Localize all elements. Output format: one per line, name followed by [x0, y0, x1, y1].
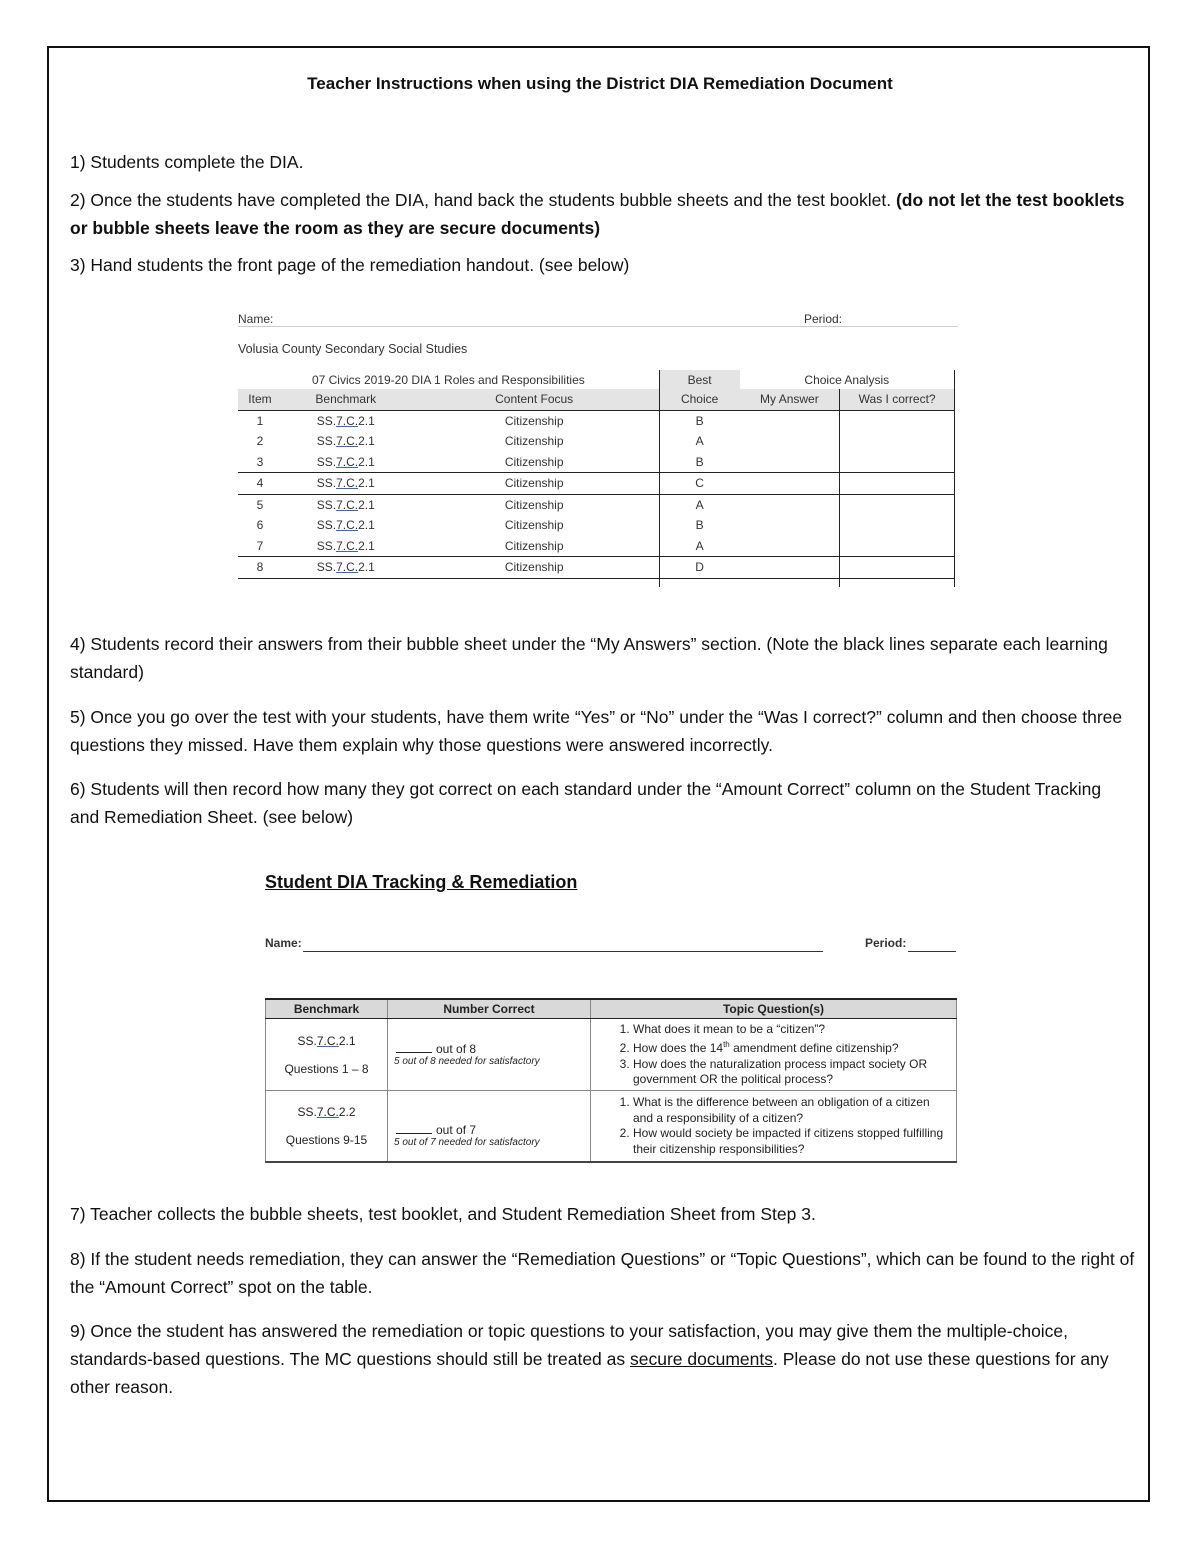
row-best: B — [659, 515, 739, 536]
step-7: 7) Teacher collects the bubble sheets, test booklet, and Student Remediation Sheet from Step 3. — [70, 1204, 816, 1224]
row-item: 1 — [256, 413, 264, 428]
handout-table — [238, 370, 955, 587]
topic-question: 1. What does it mean to be a “citizen”? — [633, 1022, 952, 1038]
topic-question: 2. How does the 14th amendment define citizenship? — [633, 1037, 952, 1057]
row-my-answer[interactable] — [740, 473, 840, 495]
tracking-benchmark-cell — [266, 1019, 388, 1091]
tracking-note: 5 out of 7 needed for satisfactory — [394, 1136, 540, 1148]
row-was-correct[interactable] — [840, 557, 955, 579]
row-best: A — [659, 494, 739, 515]
step-2-bold-note: (do not let the test booklets or bubble sheets leave the room as they are secure documents) — [70, 190, 1125, 238]
tracking-questions-range: Questions 9-15 — [285, 1133, 368, 1147]
row-was-correct[interactable] — [840, 494, 955, 515]
row-best: A — [659, 536, 739, 557]
step-1: 1) Students complete the DIA. — [70, 152, 304, 172]
tracking-figure — [265, 870, 960, 1162]
col-benchmark: Benchmark — [266, 999, 388, 1019]
row-best: A — [659, 431, 739, 452]
row-best: B — [659, 410, 739, 431]
step-3: 3) Hand students the front page of the remediation handout. (see below) — [70, 255, 630, 275]
topic-question: 3. How does the naturalization process impact society OR government OR the political process? — [633, 1057, 952, 1088]
handout-best-label: Best — [659, 370, 739, 389]
row-benchmark: SS.7.C.2.1 — [282, 536, 410, 557]
amount-correct-blank[interactable] — [396, 1133, 432, 1134]
row-benchmark: SS.7.C.2.1 — [282, 452, 410, 473]
handout-row — [238, 494, 955, 515]
row-was-correct[interactable] — [840, 536, 955, 557]
step-8: 8) If the student needs remediation, they can answer the “Remediation Questions” or “Topic Questions”, which can be found to the right of the “Amount Correct” spot on the table. — [70, 1249, 1135, 1297]
row-item: 2 — [256, 434, 264, 449]
row-was-correct[interactable] — [840, 515, 955, 536]
handout-name-line — [238, 312, 958, 327]
tracking-out-of: out of 8 — [436, 1042, 477, 1056]
row-focus: Citizenship — [410, 473, 660, 495]
row-focus: Citizenship — [410, 452, 660, 473]
row-item: 6 — [256, 518, 264, 533]
tracking-row — [266, 1091, 957, 1163]
step-4: 4) Students record their answers from their bubble sheet under the “My Answers” section. (Note the black lines separate each learning standard) — [70, 634, 1108, 682]
col-content-focus: Content Focus — [410, 389, 660, 410]
row-focus: Citizenship — [504, 413, 564, 428]
topic-question: 2. How would society be impacted if citizens stopped fulfilling their citizenship responsibilities? — [633, 1126, 952, 1157]
row-focus: Citizenship — [410, 557, 660, 579]
tracking-topic-cell — [591, 1091, 957, 1163]
step-2 — [70, 186, 1135, 242]
col-my-answer: My Answer — [740, 389, 840, 410]
row-was-correct[interactable] — [840, 431, 955, 452]
tracking-name-label: Name: — [265, 936, 302, 950]
handout-county: Volusia County Secondary Social Studies — [238, 342, 468, 356]
col-item: Item — [238, 389, 282, 410]
step-9-text: 9) Once the student has answered the remediation or topic questions to your satisfaction, you may give them the multiple-choice, standards-based questions. The MC questions should still be treated as — [70, 1321, 1069, 1369]
amount-correct-blank[interactable] — [396, 1052, 432, 1053]
handout-test-title: 07 Civics 2019-20 DIA 1 Roles and Responsibilities — [311, 372, 585, 387]
handout-row — [238, 473, 955, 495]
row-focus: Citizenship — [504, 518, 564, 533]
row-benchmark: SS.7.C.2.1 — [282, 473, 410, 495]
tracking-note: 5 out of 8 needed for satisfactory — [394, 1056, 540, 1067]
row-my-answer[interactable] — [740, 431, 840, 452]
handout-row — [238, 515, 955, 536]
row-benchmark: SS.7.C.2.1 — [316, 518, 375, 533]
handout-row — [238, 431, 955, 452]
handout-analysis-label: Choice Analysis — [740, 370, 955, 389]
row-my-answer[interactable] — [740, 515, 840, 536]
row-focus: Citizenship — [504, 497, 564, 512]
row-my-answer[interactable] — [740, 557, 840, 579]
row-item: 4 — [238, 473, 282, 495]
row-was-correct[interactable] — [840, 473, 955, 495]
row-my-answer[interactable] — [740, 536, 840, 557]
row-item: 5 — [256, 497, 264, 512]
step-9 — [70, 1317, 1135, 1401]
tracking-name-line[interactable] — [303, 951, 823, 952]
page-title: Teacher Instructions when using the District DIA Remediation Document — [307, 74, 893, 93]
step-6: 6) Students will then record how many they got correct on each standard under the “Amount Correct” column on the Student Tracking and Remediation Sheet. (see below) — [70, 779, 1102, 827]
tracking-questions-range: Questions 1 – 8 — [284, 1061, 369, 1076]
row-my-answer[interactable] — [740, 494, 840, 515]
row-was-correct[interactable] — [840, 452, 955, 473]
handout-figure — [238, 306, 958, 588]
step-9-text-end: . Please do not use these questions for any other reason. — [70, 1349, 1109, 1397]
col-best-choice: Choice — [659, 389, 739, 410]
row-benchmark: SS.7.C.2.1 — [316, 434, 375, 449]
row-benchmark: SS.7.C.2.1 — [316, 497, 375, 512]
row-best: B — [659, 452, 739, 473]
tracking-topic-cell — [591, 1019, 957, 1091]
row-best: D — [659, 557, 739, 579]
secure-documents-text: secure documents — [630, 1349, 773, 1369]
row-focus: Citizenship — [504, 434, 564, 449]
tracking-benchmark-cell — [266, 1091, 388, 1163]
row-item: 7 — [238, 536, 282, 557]
tracking-out-of: out of 7 — [436, 1122, 477, 1137]
handout-row — [238, 452, 955, 473]
row-benchmark: SS.7.C.2.1 — [282, 557, 410, 579]
tracking-benchmark: SS.7.C.2.1 — [297, 1033, 356, 1048]
tracking-period-label: Period: — [865, 936, 907, 950]
col-benchmark: Benchmark — [282, 389, 410, 410]
col-number-correct: Number Correct — [388, 999, 591, 1019]
row-item: 8 — [238, 557, 282, 579]
col-topic-questions: Topic Question(s) — [591, 999, 957, 1019]
row-best: C — [659, 473, 739, 495]
step-2-text: 2) Once the students have completed the DIA, hand back the students bubble sheets and the test booklet. — [70, 190, 896, 210]
tracking-row — [266, 1019, 957, 1091]
row-focus: Citizenship — [410, 536, 660, 557]
handout-name-label: Name: — [238, 312, 274, 326]
handout-period-label: Period: — [804, 312, 843, 326]
tracking-period-line[interactable] — [908, 951, 956, 952]
step-5: 5) Once you go over the test with your students, have them write “Yes” or “No” under the “Was I correct?” column and then choose three questions they missed. Have them explain why those questions were answered incorrectly. — [70, 707, 1123, 755]
handout-row — [238, 410, 955, 431]
tracking-benchmark: SS.7.C.2.2 — [297, 1105, 356, 1119]
handout-row — [238, 557, 955, 579]
handout-row — [238, 536, 955, 557]
row-my-answer[interactable] — [740, 410, 840, 431]
row-was-correct[interactable] — [840, 410, 955, 431]
row-item: 3 — [238, 452, 282, 473]
row-benchmark: SS.7.C.2.1 — [316, 413, 375, 428]
tracking-number-cell — [388, 1019, 591, 1091]
tracking-number-cell — [388, 1091, 591, 1163]
col-was-correct: Was I correct? — [840, 389, 955, 410]
tracking-heading: Student DIA Tracking & Remediation — [265, 872, 578, 892]
tracking-table — [265, 998, 957, 1163]
row-my-answer[interactable] — [740, 452, 840, 473]
topic-question: 1. What is the difference between an obligation of a citizen and a responsibility of a citizen? — [633, 1095, 952, 1126]
